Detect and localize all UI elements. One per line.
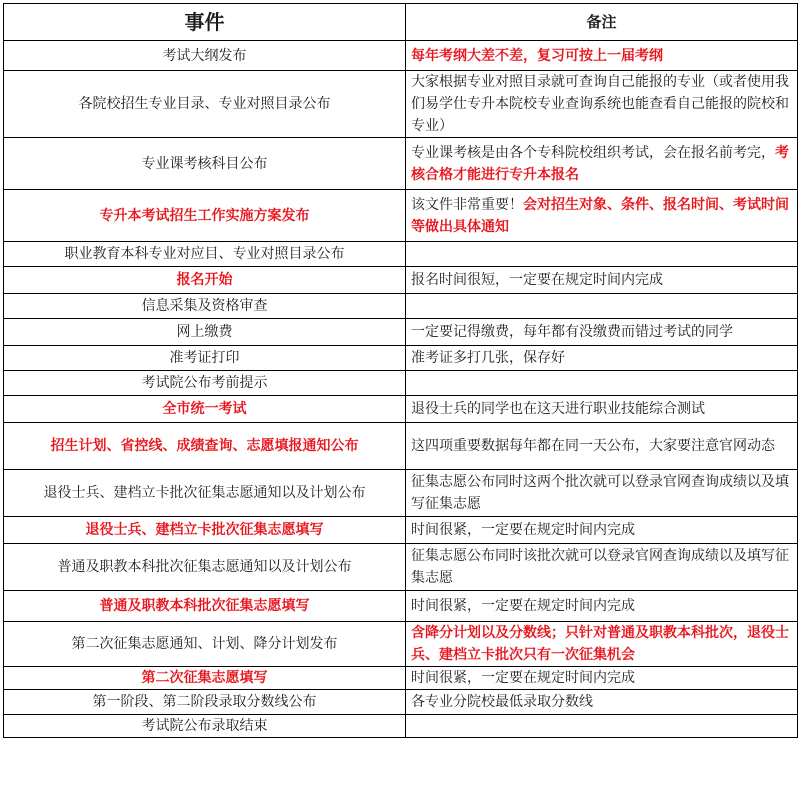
note-cell (406, 591, 798, 622)
note-cell (406, 41, 798, 71)
table-row (4, 622, 798, 667)
note-text: 报名时间很短，一定要在规定时间内完成 (411, 272, 663, 288)
note-text: 会对招生对象、条件、报名时间、考试时间等做出具体通知 (411, 196, 789, 235)
note-cell (406, 667, 798, 690)
note-cell (406, 319, 798, 346)
note-cell (406, 690, 798, 715)
event-cell: 第二次征集志愿填写 (4, 667, 406, 690)
event-cell: 信息采集及资格审查 (4, 294, 406, 319)
note-text: 准考证多打几张，保存好 (411, 350, 565, 366)
event-cell: 职业教育本科专业对应目、专业对照目录公布 (4, 242, 406, 267)
note-cell (406, 517, 798, 544)
note-cell (406, 423, 798, 470)
event-cell: 专升本考试招生工作实施方案发布 (4, 190, 406, 242)
table-row (4, 242, 798, 267)
event-cell: 考试院公布考前提示 (4, 371, 406, 396)
note-text: 一定要记得缴费，每年都有没缴费而错过考试的同学 (411, 324, 733, 340)
table-row (4, 138, 798, 190)
table-row (4, 690, 798, 715)
note-cell (406, 267, 798, 294)
note-text: 征集志愿公布同时该批次就可以登录官网查询成绩以及填写征集志愿 (411, 548, 789, 586)
table-row (4, 346, 798, 371)
note-cell (406, 544, 798, 591)
event-cell: 普通及职教本科批次征集志愿填写 (4, 591, 406, 622)
note-cell (406, 71, 798, 138)
event-cell: 第一阶段、第二阶段录取分数线公布 (4, 690, 406, 715)
event-cell: 专业课考核科目公布 (4, 138, 406, 190)
note-text: 时间很紧，一定要在规定时间内完成 (411, 670, 635, 686)
table-row (4, 544, 798, 591)
event-cell: 准考证打印 (4, 346, 406, 371)
table-row (4, 71, 798, 138)
table-row (4, 371, 798, 396)
note-text: 退役士兵的同学也在这天进行职业技能综合测试 (411, 401, 705, 417)
event-cell: 考试大纲发布 (4, 41, 406, 71)
table-row (4, 267, 798, 294)
event-cell: 报名开始 (4, 267, 406, 294)
table-row (4, 517, 798, 544)
header-row (4, 4, 798, 41)
note-text: 含降分计划以及分数线；只针对普通及职教本科批次，退役士兵、建档立卡批次只有一次征集机会 (411, 625, 789, 663)
header-event: 事件 (4, 4, 406, 41)
schedule-table (3, 3, 798, 738)
table-row (4, 396, 798, 423)
note-cell (406, 346, 798, 371)
table-row (4, 591, 798, 622)
note-cell (406, 470, 798, 517)
event-cell: 全市统一考试 (4, 396, 406, 423)
event-cell: 普通及职教本科批次征集志愿通知以及计划公布 (4, 544, 406, 591)
table-row (4, 667, 798, 690)
table-row (4, 470, 798, 517)
note-cell (406, 371, 798, 396)
note-text: 征集志愿公布同时这两个批次就可以登录官网查询成绩以及填写征集志愿 (411, 474, 789, 512)
note-cell (406, 396, 798, 423)
table-row (4, 41, 798, 71)
note-text: 时间很紧，一定要在规定时间内完成 (411, 522, 635, 538)
event-cell: 退役士兵、建档立卡批次征集志愿通知以及计划公布 (4, 470, 406, 517)
event-cell: 各院校招生专业目录、专业对照目录公布 (4, 71, 406, 138)
note-cell (406, 190, 798, 242)
note-text: 大家根据专业对照目录就可查询自己能报的专业（或者使用我们易学仕专升本院校专业查询系统也能查看自己能报的院校和专业） (411, 74, 789, 134)
note-text: 专业课考核是由各个专科院校组织考试，会在报名前考完， (411, 144, 775, 161)
event-cell: 网上缴费 (4, 319, 406, 346)
event-cell: 招生计划、省控线、成绩查询、志愿填报通知公布 (4, 423, 406, 470)
note-text: 考核合格才能进行专升本报名 (411, 144, 789, 183)
note-text: 各专业分院校最低录取分数线 (411, 694, 593, 710)
table-row (4, 294, 798, 319)
event-cell: 退役士兵、建档立卡批次征集志愿填写 (4, 517, 406, 544)
table-row (4, 715, 798, 738)
table-row (4, 319, 798, 346)
note-text: 这四项重要数据每年都在同一天公布，大家要注意官网动态 (411, 438, 775, 454)
note-text: 时间很紧，一定要在规定时间内完成 (411, 598, 635, 614)
table-row (4, 190, 798, 242)
note-cell (406, 715, 798, 738)
header-note: 备注 (406, 4, 798, 41)
note-cell (406, 294, 798, 319)
note-cell (406, 622, 798, 667)
note-text: 每年考纲大差不差，复习可按上一届考纲 (411, 47, 663, 64)
note-cell (406, 242, 798, 267)
table-body (4, 41, 798, 738)
note-cell (406, 138, 798, 190)
table-row (4, 423, 798, 470)
event-cell: 第二次征集志愿通知、计划、降分计划发布 (4, 622, 406, 667)
event-cell: 考试院公布录取结束 (4, 715, 406, 738)
note-text: 该文件非常重要！ (411, 196, 523, 213)
